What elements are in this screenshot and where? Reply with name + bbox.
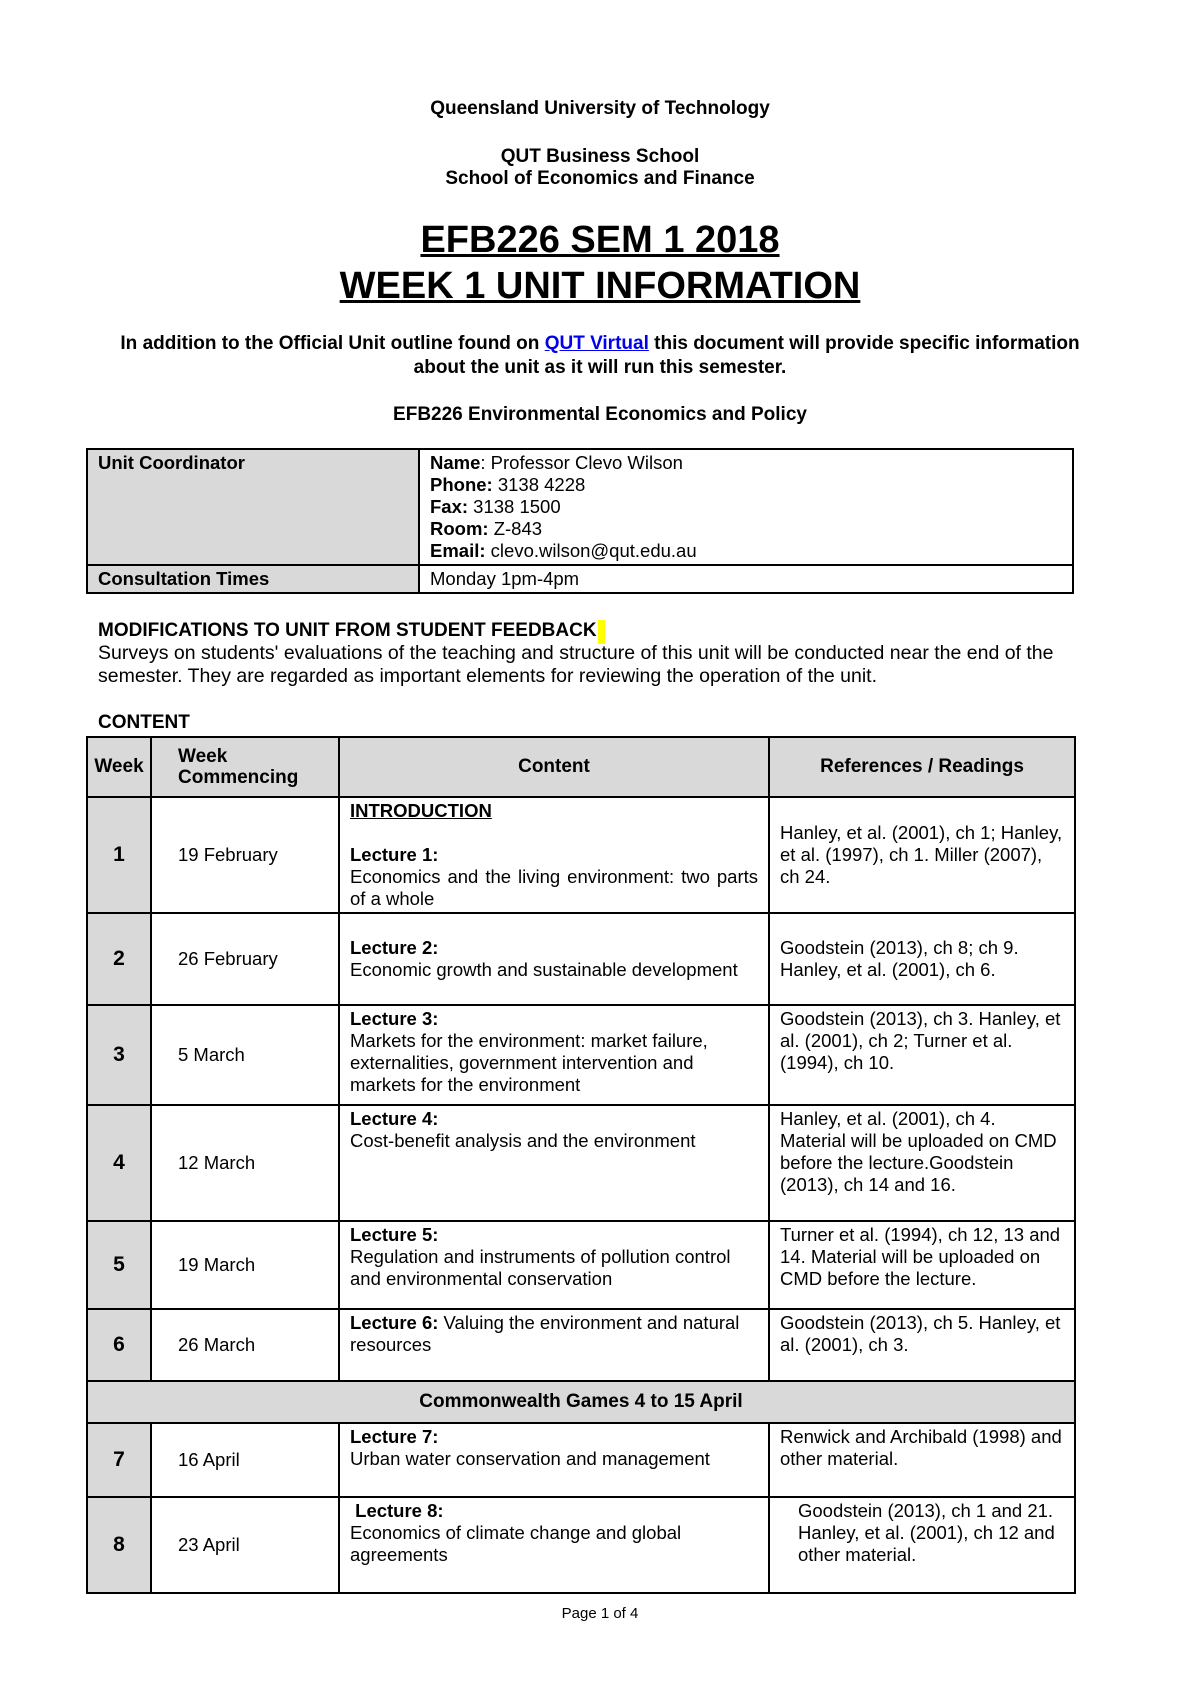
lecture-label: Lecture 3: <box>350 1008 439 1029</box>
phone-value: 3138 4228 <box>492 474 586 495</box>
week-date: 12 March <box>151 1105 339 1221</box>
lecture-desc: Economics and the living environment: two parts of a whole <box>350 866 758 909</box>
department-name: School of Economics and Finance <box>445 168 755 189</box>
week-number: 8 <box>87 1497 151 1593</box>
lecture-label: Lecture 4: <box>350 1108 439 1129</box>
lecture-desc: Economics of climate change and global agreements <box>350 1522 682 1565</box>
col-references: References / Readings <box>769 737 1075 797</box>
week-number: 7 <box>87 1423 151 1497</box>
lecture-desc: Cost-benefit analysis and the environment <box>350 1130 696 1151</box>
lecture-desc: Markets for the environment: market failure, externalities, government intervention and markets for the environment <box>350 1030 708 1095</box>
week-references: Goodstein (2013), ch 5. Hanley, et al. (2001), ch 3. <box>769 1309 1075 1381</box>
table-row <box>87 797 1075 913</box>
modifications-text: Surveys on students' evaluations of the teaching and structure of this unit will be conducted near the end of the semester. They are regarded as important elements for reviewing the operation of the unit. <box>98 642 1054 687</box>
week-date: 23 April <box>151 1497 339 1593</box>
week-content <box>339 1221 769 1309</box>
table-row <box>87 1221 1075 1309</box>
commonwealth-games-break: Commonwealth Games 4 to 15 April <box>87 1381 1075 1423</box>
name-value: : Professor Clevo Wilson <box>480 452 683 473</box>
lecture-label: Lecture 5: <box>350 1224 439 1245</box>
intro-text-start: In addition to the Official Unit outline found on <box>120 333 545 354</box>
week-date: 19 March <box>151 1221 339 1309</box>
intro-paragraph <box>120 332 1080 380</box>
lecture-label: Lecture 2: <box>350 937 439 958</box>
week-date: 26 March <box>151 1309 339 1381</box>
week-content <box>339 1105 769 1221</box>
highlight-marker <box>598 620 605 644</box>
table-row <box>87 1497 1075 1593</box>
room-value: Z-843 <box>488 518 543 539</box>
name-label: Name <box>430 452 481 473</box>
week-references: Hanley, et al. (2001), ch 1; Hanley, et al. (1997), ch 1. Miller (2007), ch 24. <box>769 797 1075 913</box>
week-references: Renwick and Archibald (1998) and other material. <box>769 1423 1075 1497</box>
week-date: 19 February <box>151 797 339 913</box>
week-content <box>339 913 769 1005</box>
lecture-desc: Economic growth and sustainable development <box>350 959 738 980</box>
fax-label: Fax: <box>430 496 469 517</box>
school-name: QUT Business School <box>500 146 700 167</box>
week-number: 3 <box>87 1005 151 1105</box>
consultation-value: Monday 1pm-4pm <box>419 565 1073 593</box>
schedule-header-row <box>87 737 1075 797</box>
coordinator-label: Unit Coordinator <box>87 449 419 565</box>
table-row <box>87 913 1075 1005</box>
table-row <box>87 1423 1075 1497</box>
week-references: Goodstein (2013), ch 8; ch 9. Hanley, et al. (2001), ch 6. <box>769 913 1075 1005</box>
doc-title-line1: EFB226 SEM 1 2018 <box>420 219 780 261</box>
modifications-heading: MODIFICATIONS TO UNIT FROM STUDENT FEEDBACK <box>98 620 605 644</box>
col-week: Week <box>87 737 151 797</box>
coordinator-table <box>86 448 1074 594</box>
phone-label: Phone: <box>430 474 493 495</box>
week-content <box>339 1497 769 1593</box>
week-date: 26 February <box>151 913 339 1005</box>
consultation-row <box>87 565 1073 593</box>
table-row <box>87 1309 1075 1381</box>
unit-name: EFB226 Environmental Economics and Policy <box>393 404 807 425</box>
week-content <box>339 1005 769 1105</box>
col-commencing: Week Commencing <box>151 737 339 797</box>
university-name: Queensland University of Technology <box>430 98 770 119</box>
week-references: Goodstein (2013), ch 1 and 21. Hanley, et al. (2001), ch 12 and other material. <box>769 1497 1075 1593</box>
content-heading: CONTENT <box>98 712 190 733</box>
week-number: 6 <box>87 1309 151 1381</box>
break-row <box>87 1381 1075 1423</box>
week-content <box>339 797 769 913</box>
week-date: 5 March <box>151 1005 339 1105</box>
lecture-desc: Regulation and instruments of pollution control and environmental conservation <box>350 1246 731 1289</box>
lecture-desc: Valuing the environment and natural resources <box>350 1312 740 1355</box>
email-value: clevo.wilson@qut.edu.au <box>485 540 697 561</box>
week-number: 5 <box>87 1221 151 1309</box>
lecture-label: Lecture 6: <box>350 1312 439 1333</box>
lecture-label: Lecture 7: <box>350 1426 439 1447</box>
doc-title-line2: WEEK 1 UNIT INFORMATION <box>339 265 861 307</box>
week-number: 1 <box>87 797 151 913</box>
week-content <box>339 1423 769 1497</box>
col-content: Content <box>339 737 769 797</box>
week-number: 2 <box>87 913 151 1005</box>
week-number: 4 <box>87 1105 151 1221</box>
room-label: Room: <box>430 518 489 539</box>
lecture-label: Lecture 1: <box>350 844 439 865</box>
week-references: Goodstein (2013), ch 3. Hanley, et al. (2001), ch 2; Turner et al. (1994), ch 10. <box>769 1005 1075 1105</box>
fax-value: 3138 1500 <box>468 496 561 517</box>
week-content <box>339 1309 769 1381</box>
email-label: Email: <box>430 540 486 561</box>
lecture-desc: Urban water conservation and management <box>350 1448 710 1469</box>
qut-virtual-link[interactable]: QUT Virtual <box>544 333 649 354</box>
coordinator-row <box>87 449 1073 565</box>
week-references: Turner et al. (1994), ch 12, 13 and 14. Material will be uploaded on CMD before the lecture. <box>769 1221 1075 1309</box>
coordinator-details <box>419 449 1073 565</box>
week-date: 16 April <box>151 1423 339 1497</box>
table-row <box>87 1105 1075 1221</box>
section-title: INTRODUCTION <box>350 800 492 821</box>
intro-text-end: this document will provide specific information about the unit as it will run this semester. <box>413 333 1080 378</box>
lecture-label: Lecture 8: <box>350 1500 444 1521</box>
page-footer: Page 1 of 4 <box>561 1605 639 1622</box>
schedule-table <box>86 736 1076 1594</box>
table-row <box>87 1005 1075 1105</box>
consultation-label: Consultation Times <box>87 565 419 593</box>
week-references: Hanley, et al. (2001), ch 4. Material will be uploaded on CMD before the lecture.Goodstein (2013), ch 14 and 16. <box>769 1105 1075 1221</box>
